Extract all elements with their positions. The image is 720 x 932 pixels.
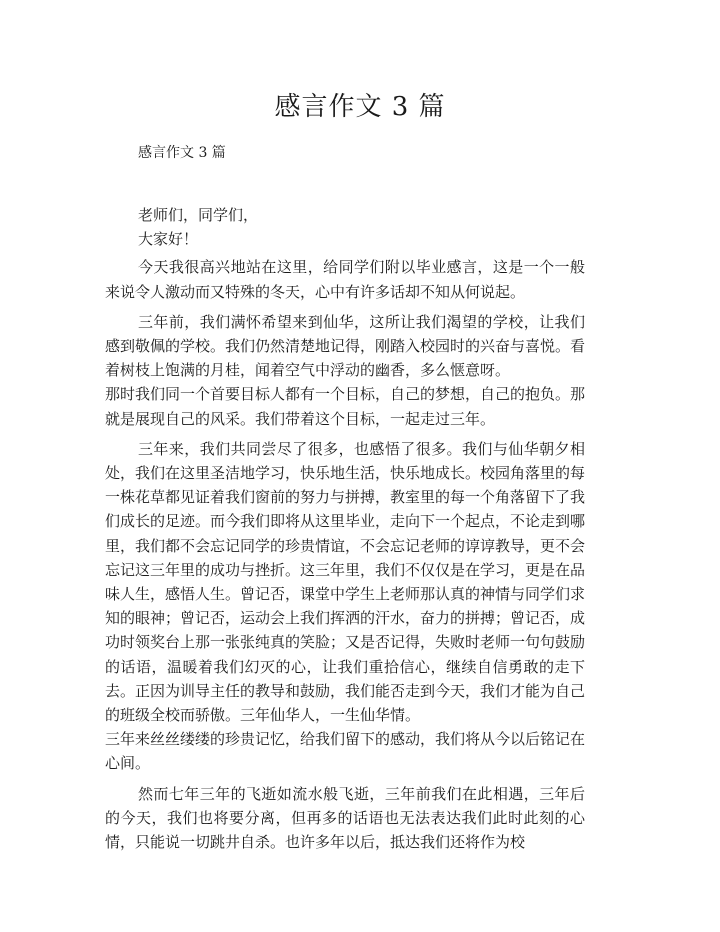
paragraph-greeting-2: 大家好！ [138, 230, 199, 249]
paragraph-greeting-1: 老师们，同学们， [138, 206, 259, 224]
paragraph-intro: 今天我很高兴地站在这里，给同学们附以毕业感言，这是一个一般来说令人激动而又特殊的冬天，心中有许多话却不知从何说起。 [105, 258, 585, 301]
paragraph-memories: 三年来丝丝缕缕的珍贵记忆，给我们留下的感动，我们将从今以后铭记在心间。 [105, 730, 586, 773]
document-body [105, 203, 585, 854]
paragraph-three-years-ago: 三年前，我们满怀希望来到仙华，这所让我们渴望的学校，让我们感到敬佩的学校。我们仍然清楚地记得，刚踏入校园时的兴奋与喜悦。看着树枝上饱满的月桂，闻着空气中浮动的幽香，多么惬意呀。 [105, 312, 586, 380]
paragraph-goal: 那时我们同一个首要目标人都有一个目标，自己的梦想，自己的抱负。那就是展现自己的风采。我们带着这个目标，一起走过三年。 [105, 385, 586, 428]
document-title: 感言作文 3 篇 [274, 92, 446, 122]
document-subtitle: 感言作文 3 篇 [138, 145, 226, 161]
paragraph-farewell: 然而七年三年的飞逝如流水般飞逝，三年前我们在此相遇，三年后的今天，我们也将要分离，但再多的话语也无法表达我们此时此刻的心情，只能说一切跳井自杀。也许多年以后，抵达我们还将作为校 [105, 784, 585, 852]
paragraph-three-years: 三年来，我们共同尝尽了很多，也感悟了很多。我们与仙华朝夕相处，我们在这里圣洁地学习，快乐地生活，快乐地成长。校园角落里的每一株花草都见证着我们窗前的努力与拼搏，教室里的每一个角落留下了我们成长的足迹。而今我们即将从这里毕业，走向下一个起点，不论走到哪里，我们都不会忘记同学的珍贵情谊，不会忘记老师的谆谆教导，更不会忘记这三年里的成功与挫折。这三年里，我们不仅仅是在学习，更是在品味人生，感悟人生。曾记否，课堂中学生上老师那认真的神情与同学们求知的眼神；曾记否，运动会上我们挥洒的汗水，奋力的拼搏；曾记否，成功时领奖台上那一张张纯真的笑脸；又是否记得，失败时老师一句句鼓励的话语，温暖着我们幻灭的心，让我们重拾信心，继续自信勇敢的走下去。正因为训导主任的教导和鼓励，我们能否走到今天，我们才能为自己的班级全校而骄傲。三年仙华人，一生仙华情。 [105, 439, 586, 725]
